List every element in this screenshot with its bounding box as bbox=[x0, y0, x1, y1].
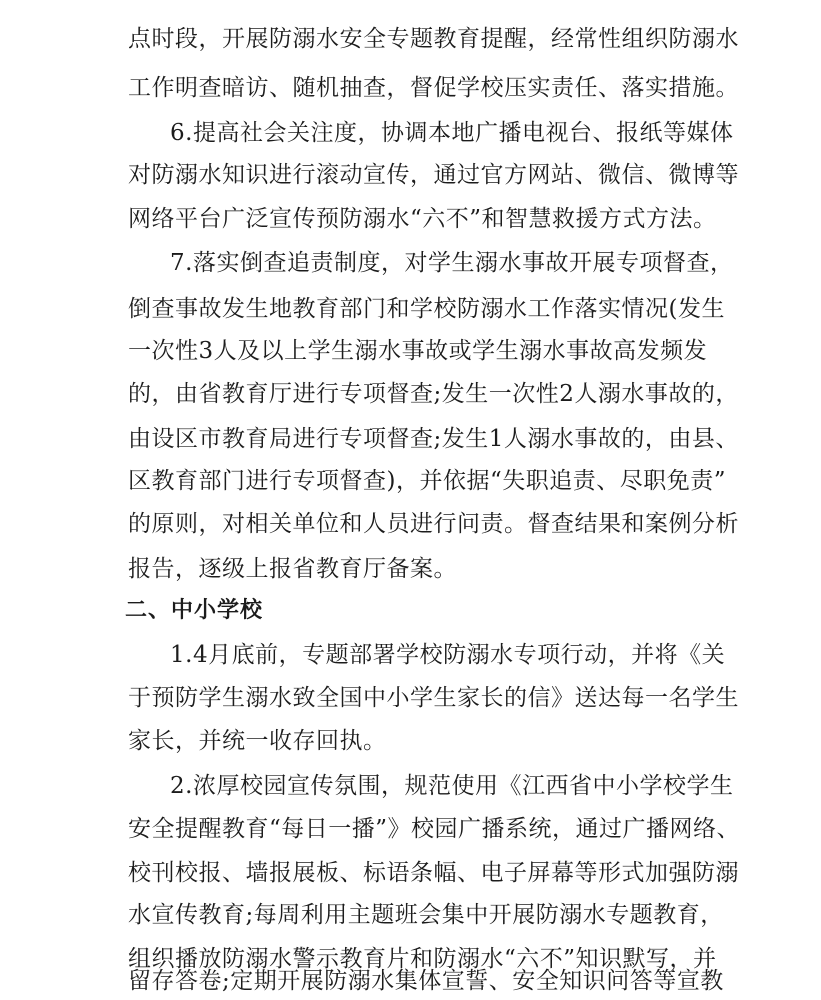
text-line: 校刊校报、墙报展板、标语条幅、电子屏幕等形式加强防溺 bbox=[128, 860, 739, 886]
text-line: 工作明查暗访、随机抽查，督促学校压实责任、落实措施。 bbox=[128, 75, 739, 101]
text-line: 7.落实倒查追责制度，对学生溺水事故开展专项督查， bbox=[170, 250, 734, 276]
text-line: 2.浓厚校园宣传氛围，规范使用《江西省中小学校学生 bbox=[170, 773, 734, 799]
text-line: 的原则，对相关单位和人员进行问责。督查结果和案例分析 bbox=[128, 511, 739, 537]
text-line: 点时段，开展防溺水安全专题教育提醒，经常性组织防溺水 bbox=[128, 26, 739, 52]
section-heading: 二、中小学校 bbox=[125, 598, 264, 623]
text-line: 网络平台广泛宣传预防溺水“六不”和智慧救援方式方法。 bbox=[128, 206, 717, 232]
text-line: 对防溺水知识进行滚动宣传，通过官方网站、微信、微博等 bbox=[128, 162, 739, 188]
text-line: 区教育部门进行专项督查)，并依据“失职追责、尽职免责” bbox=[128, 468, 726, 494]
text-line: 1.4月底前，专题部署学校防溺水专项行动，并将《关 bbox=[170, 642, 726, 668]
text-line: 一次性3人及以上学生溺水事故或学生溺水事故高发频发 bbox=[128, 338, 708, 364]
text-line: 由设区市教育局进行专项督查;发生1人溺水事故的，由县、 bbox=[128, 426, 739, 452]
text-line: 报告，逐级上报省教育厅备案。 bbox=[128, 556, 457, 582]
text-line: 安全提醒教育“每日一播”》校园广播系统，通过广播网络、 bbox=[128, 816, 741, 842]
text-line: 倒查事故发生地教育部门和学校防溺水工作落实情况(发生 bbox=[128, 296, 725, 322]
text-line: 水宣传教育;每周利用主题班会集中开展防溺水专题教育， bbox=[128, 902, 724, 928]
text-line: 的，由省教育厅进行专项督查;发生一次性2人溺水事故的， bbox=[128, 381, 739, 407]
text-line: 6.提高社会关注度，协调本地广播电视台、报纸等媒体 bbox=[170, 120, 734, 146]
text-line: 家长，并统一收存回执。 bbox=[128, 728, 387, 754]
text-line: 留存答卷;定期开展防溺水集体宣誓、安全知识问答等宣教 bbox=[128, 968, 724, 994]
text-line: 于预防学生溺水致全国中小学生家长的信》送达每一名学生 bbox=[128, 685, 739, 711]
text-line: 组织播放防溺水警示教育片和防溺水“六不”知识默写，并 bbox=[128, 946, 717, 972]
